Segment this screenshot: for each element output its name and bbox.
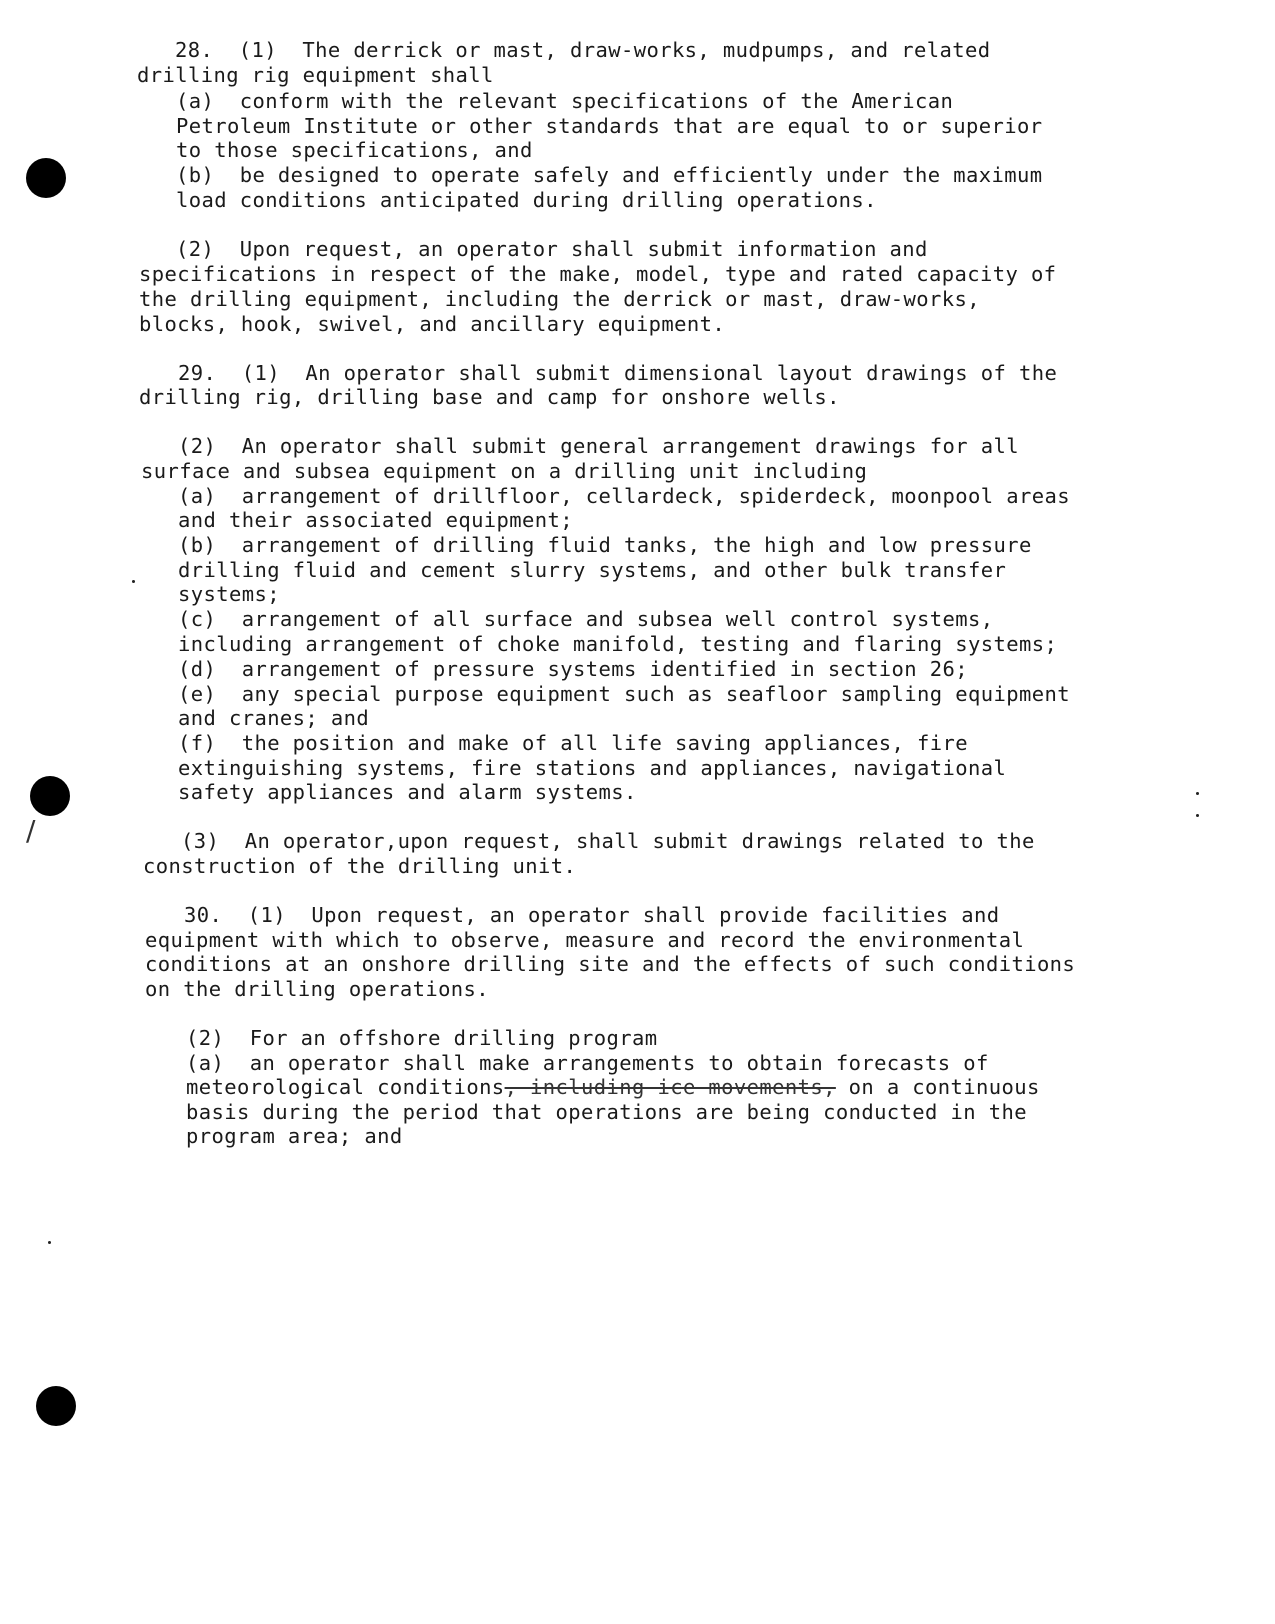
- text-line: conditions at an onshore drilling site and the effects of such conditions: [145, 952, 1076, 976]
- text-line: to those specifications, and: [176, 138, 533, 162]
- text-line: systems;: [178, 582, 280, 606]
- struck-out-text: , including ice movements,: [504, 1075, 836, 1099]
- text-line: (f) the position and make of all life saving appliances, fire: [178, 731, 969, 755]
- text-line: (3) An operator,upon request, shall submit drawings related to the: [181, 829, 1035, 853]
- text-line: (a) conform with the relevant specifications of the American: [176, 89, 954, 113]
- text-line-with-strikethrough: [186, 1075, 1040, 1100]
- text-line: Petroleum Institute or other standards that are equal to or superior: [176, 114, 1043, 138]
- text-line: (a) arrangement of drillfloor, cellardeck, spiderdeck, moonpool areas: [178, 484, 1070, 508]
- text-line: (b) arrangement of drilling fluid tanks, the high and low pressure: [178, 533, 1032, 557]
- text-line: drilling rig equipment shall: [137, 63, 494, 87]
- text-line: on the drilling operations.: [145, 977, 490, 1001]
- text-line: (d) arrangement of pressure systems identified in section 26;: [178, 657, 969, 681]
- text-line: equipment with which to observe, measure and record the environmental: [145, 928, 1025, 952]
- stray-dot: [1196, 814, 1199, 817]
- text-line: (a) an operator shall make arrangements to obtain forecasts of: [186, 1051, 989, 1075]
- text-fragment: meteorological conditions: [186, 1075, 505, 1099]
- punch-hole-bottom: [36, 1386, 76, 1426]
- text-fragment: on a continuous: [835, 1075, 1040, 1099]
- text-line: safety appliances and alarm systems.: [178, 780, 637, 804]
- text-line: and their associated equipment;: [178, 508, 574, 532]
- text-line: including arrangement of choke manifold, testing and flaring systems;: [178, 632, 1058, 656]
- text-line: 30. (1) Upon request, an operator shall provide facilities and: [184, 903, 1000, 927]
- text-line: and cranes; and: [178, 706, 370, 730]
- text-line: load conditions anticipated during drilling operations.: [176, 188, 877, 212]
- text-line: (c) arrangement of all surface and subsea well control systems,: [178, 607, 994, 631]
- text-line: (2) An operator shall submit general arrangement drawings for all: [178, 434, 1019, 458]
- text-line: blocks, hook, swivel, and ancillary equipment.: [139, 312, 726, 336]
- text-line: drilling fluid and cement slurry systems, and other bulk transfer: [178, 558, 1007, 582]
- stray-dot: [1196, 792, 1199, 795]
- punch-hole-middle: [30, 776, 70, 816]
- stray-dot: [48, 1241, 51, 1244]
- text-line: (b) be designed to operate safely and efficiently under the maximum: [176, 163, 1043, 187]
- text-line: specifications in respect of the make, model, type and rated capacity of: [139, 262, 1057, 286]
- text-line: drilling rig, drilling base and camp for onshore wells.: [139, 385, 840, 409]
- text-line: (2) Upon request, an operator shall submit information and: [176, 237, 928, 261]
- text-line: program area; and: [186, 1124, 403, 1148]
- text-line: construction of the drilling unit.: [143, 854, 577, 878]
- stray-dot: [132, 580, 135, 583]
- text-line: (e) any special purpose equipment such as seafloor sampling equipment: [178, 682, 1070, 706]
- text-line: 29. (1) An operator shall submit dimensional layout drawings of the: [178, 361, 1058, 385]
- punch-hole-top: [26, 158, 66, 198]
- text-line: the drilling equipment, including the derrick or mast, draw-works,: [139, 287, 980, 311]
- pen-slash-mark: /: [26, 814, 36, 847]
- text-line: (2) For an offshore drilling program: [186, 1026, 658, 1050]
- text-line: 28. (1) The derrick or mast, draw-works, mudpumps, and related: [175, 38, 991, 62]
- text-line: basis during the period that operations are being conducted in the: [186, 1100, 1027, 1124]
- text-line: extinguishing systems, fire stations and appliances, navigational: [178, 756, 1007, 780]
- text-line: surface and subsea equipment on a drilling unit including: [141, 459, 868, 483]
